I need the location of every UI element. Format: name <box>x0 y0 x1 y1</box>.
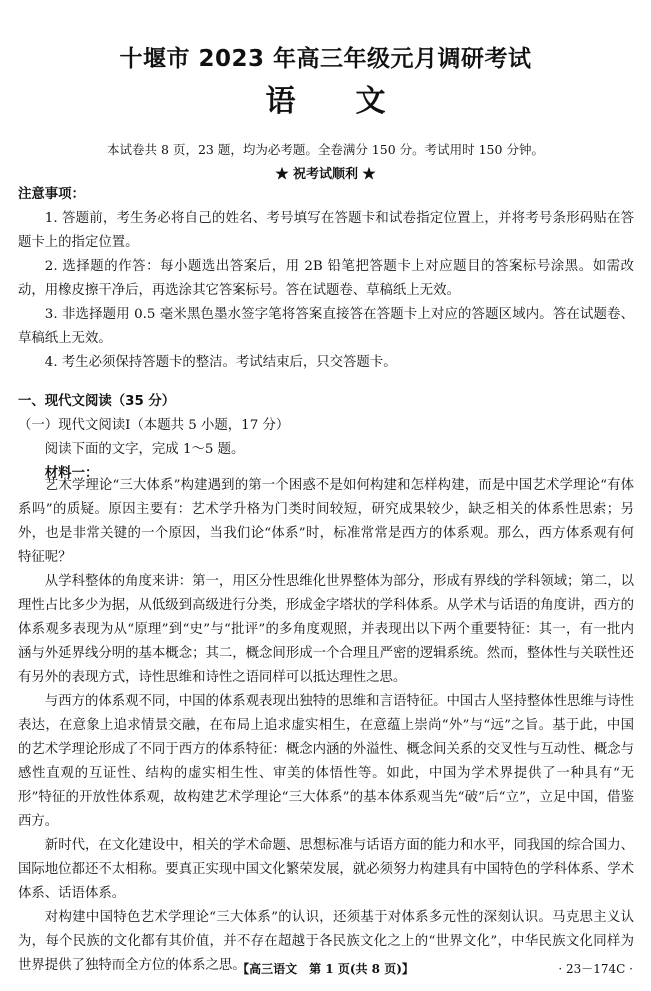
exam-intro: 本试卷共 8 页，23 题，均为必考题。全卷满分 150 分。考试用时 150 分钟。 <box>107 142 544 157</box>
footer-page-info: 【高三语文 第 1 页(共 8 页)】 <box>237 962 414 976</box>
article-body <box>18 474 634 978</box>
exam-title: 十堰市 2023 年高三年级元月调研考试 <box>119 46 532 72</box>
article-paragraph: 对构建中国特色艺术学理论“三大体系”的认识，还须基于对体系多元性的深刻认识。马克思主义认为，每个民族的文化都有其价值，并不存在超越于各民族文化之上的“世界文化”，中华民族文化同样为世界提供了独特而全方位的体系之思。 <box>18 910 634 973</box>
good-luck-banner: ★ 祝考试顺利 ★ <box>275 167 376 182</box>
notice-item: 1. 答题前，考生务必将自己的姓名、考号填写在答题卡和试卷指定位置上，并将考号条形码贴在答题卡上的指定位置。 <box>18 211 634 250</box>
subsection-heading: （一）现代文阅读Ⅰ（本题共 5 小题，17 分） <box>18 418 290 433</box>
material-label: 材料一： <box>44 466 99 481</box>
reading-section <box>18 390 634 486</box>
article-paragraph: 新时代，在文化建设中，相关的学术命题、思想标准与话语方面的能力和水平，同我国的综合国力、国际地位都还不太相称。要真正实现中国文化繁荣发展，就必须努力构建具有中国特色的学科体系、学术体系、话语体系。 <box>18 838 634 901</box>
reading-instruction: 阅读下面的文字，完成 1～5 题。 <box>44 442 245 457</box>
article-paragraph: 从学科整体的角度来讲：第一，用区分性思维化世界整体为部分，形成有界线的学科领域；第二，以理性占比多少为据，从低级到高级进行分类，形成金字塔状的学科体系。从学术与话语的角度讲，西方的体系观多表现为从“原理”到“史”与“批评”的多角度观照，并表现出以下两个重要特征：其一，有一批内涵与外延界线分明的基本概念；其二，概念间形成一个合理且严密的逻辑系统。然而，整体性与关联性还有另外的表现方式，诗性思维和诗性之语同样可以抵达理性之思。 <box>18 574 634 685</box>
notice-item: 4. 考生必须保持答题卡的整洁。考试结束后，只交答题卡。 <box>44 355 397 370</box>
section-heading: 一、现代文阅读（35 分） <box>18 394 176 409</box>
notice-section <box>18 183 634 375</box>
notice-item: 3. 非选择题用 0.5 毫米黑色墨水签字笔将答案直接答在答题卡上对应的答题区域内。答在试题卷、草稿纸上无效。 <box>18 307 634 346</box>
notice-heading: 注意事项： <box>18 187 85 202</box>
article-paragraph: 与西方的体系观不同，中国的体系观表现出独特的思维和言语特征。中国古人坚持整体性思维与诗性表达，在意象上追求情景交融，在布局上追求虚实相生，在意蕴上崇尚“外”与“远”之旨。基于此，中国的艺术学理论形成了不同于西方的体系特征：概念内涵的外溢性、概念间关系的交叉性与互动性、概念与感性直观的互证性、结构的虚实相生性、审美的体悟性等。如此，中国为学术界提供了一种具有“无形”特征的开放性体系观，故构建艺术学理论“三大体系”的基本体系观当先“破”后“立”，立足中国，借鉴西方。 <box>18 694 634 829</box>
article-paragraph: 艺术学理论“三大体系”构建遇到的第一个困惑不是如何构建和怎样构建，而是中国艺术学理论“有体系吗”的质疑。原因主要有：艺术学升格为门类时间较短，研究成果较少，缺乏相关的体系性思索；另外，也是非常关键的一个原因，当我们论“体系”时，标准常常是西方的体系观。那么，西方体系观有何特征呢？ <box>18 478 634 565</box>
subject-title: 语文 <box>265 84 446 119</box>
notice-item: 2. 选择题的作答：每小题选出答案后，用 2B 铅笔把答题卡上对应题目的答案标号涂黑。如需改动，用橡皮擦干净后，再选涂其它答案标号。答在试题卷、草稿纸上无效。 <box>18 259 634 298</box>
footer-exam-code: · 23－174C · <box>558 962 633 976</box>
